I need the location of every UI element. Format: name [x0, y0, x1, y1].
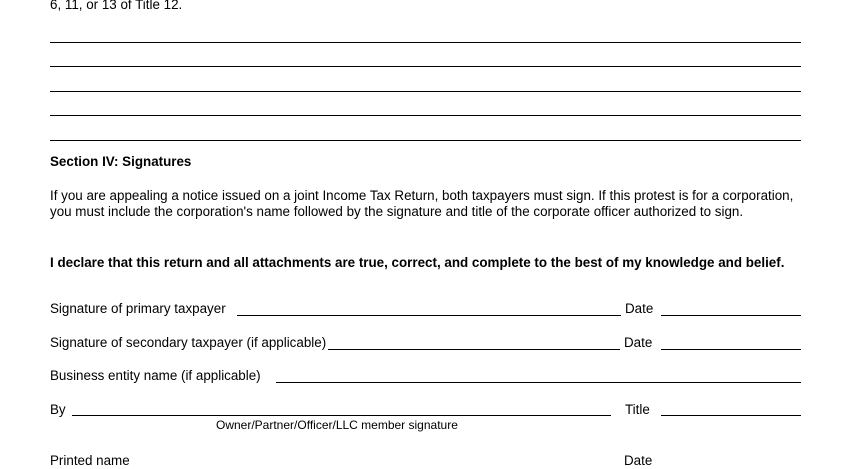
- entity-name-label: Business entity name (if applicable): [50, 368, 261, 383]
- primary-signature-field[interactable]: [237, 299, 621, 316]
- explanation-line-2[interactable]: [50, 66, 801, 67]
- explanation-line-5[interactable]: [50, 140, 801, 141]
- secondary-signature-field[interactable]: [328, 333, 620, 350]
- declaration-statement: I declare that this return and all attachments are true, correct, and complete to the best of my knowledge and belief.: [50, 255, 785, 270]
- primary-date-label: Date: [625, 301, 654, 316]
- printed-name-label: Printed name: [50, 453, 130, 468]
- explanation-line-4[interactable]: [50, 115, 801, 116]
- title-field[interactable]: [661, 399, 801, 416]
- intro-continuation: 6, 11, or 13 of Title 12.: [50, 0, 183, 12]
- section-heading: Section IV: Signatures: [50, 154, 192, 169]
- secondary-signature-label: Signature of secondary taxpayer (if applicable): [50, 335, 327, 350]
- authorized-signature-field[interactable]: [72, 399, 611, 416]
- instructions-paragraph: If you are appealing a notice issued on a joint Income Tax Return, both taxpayers must sign. If this protest is for a corporation, you must include the corporation's name followed by the signature and title of the corporate officer authorized to sign.: [50, 188, 794, 220]
- primary-date-field[interactable]: [661, 299, 801, 316]
- secondary-date-field[interactable]: [661, 333, 801, 350]
- secondary-date-label: Date: [624, 335, 653, 350]
- title-label: Title: [625, 402, 650, 417]
- by-label: By: [50, 402, 66, 417]
- printed-date-label: Date: [624, 453, 653, 468]
- explanation-line-3[interactable]: [50, 91, 801, 92]
- entity-name-field[interactable]: [276, 366, 801, 383]
- explanation-line-1[interactable]: [50, 42, 801, 43]
- primary-signature-label: Signature of primary taxpayer: [50, 301, 226, 316]
- authorized-signature-caption: Owner/Partner/Officer/LLC member signature: [216, 418, 458, 432]
